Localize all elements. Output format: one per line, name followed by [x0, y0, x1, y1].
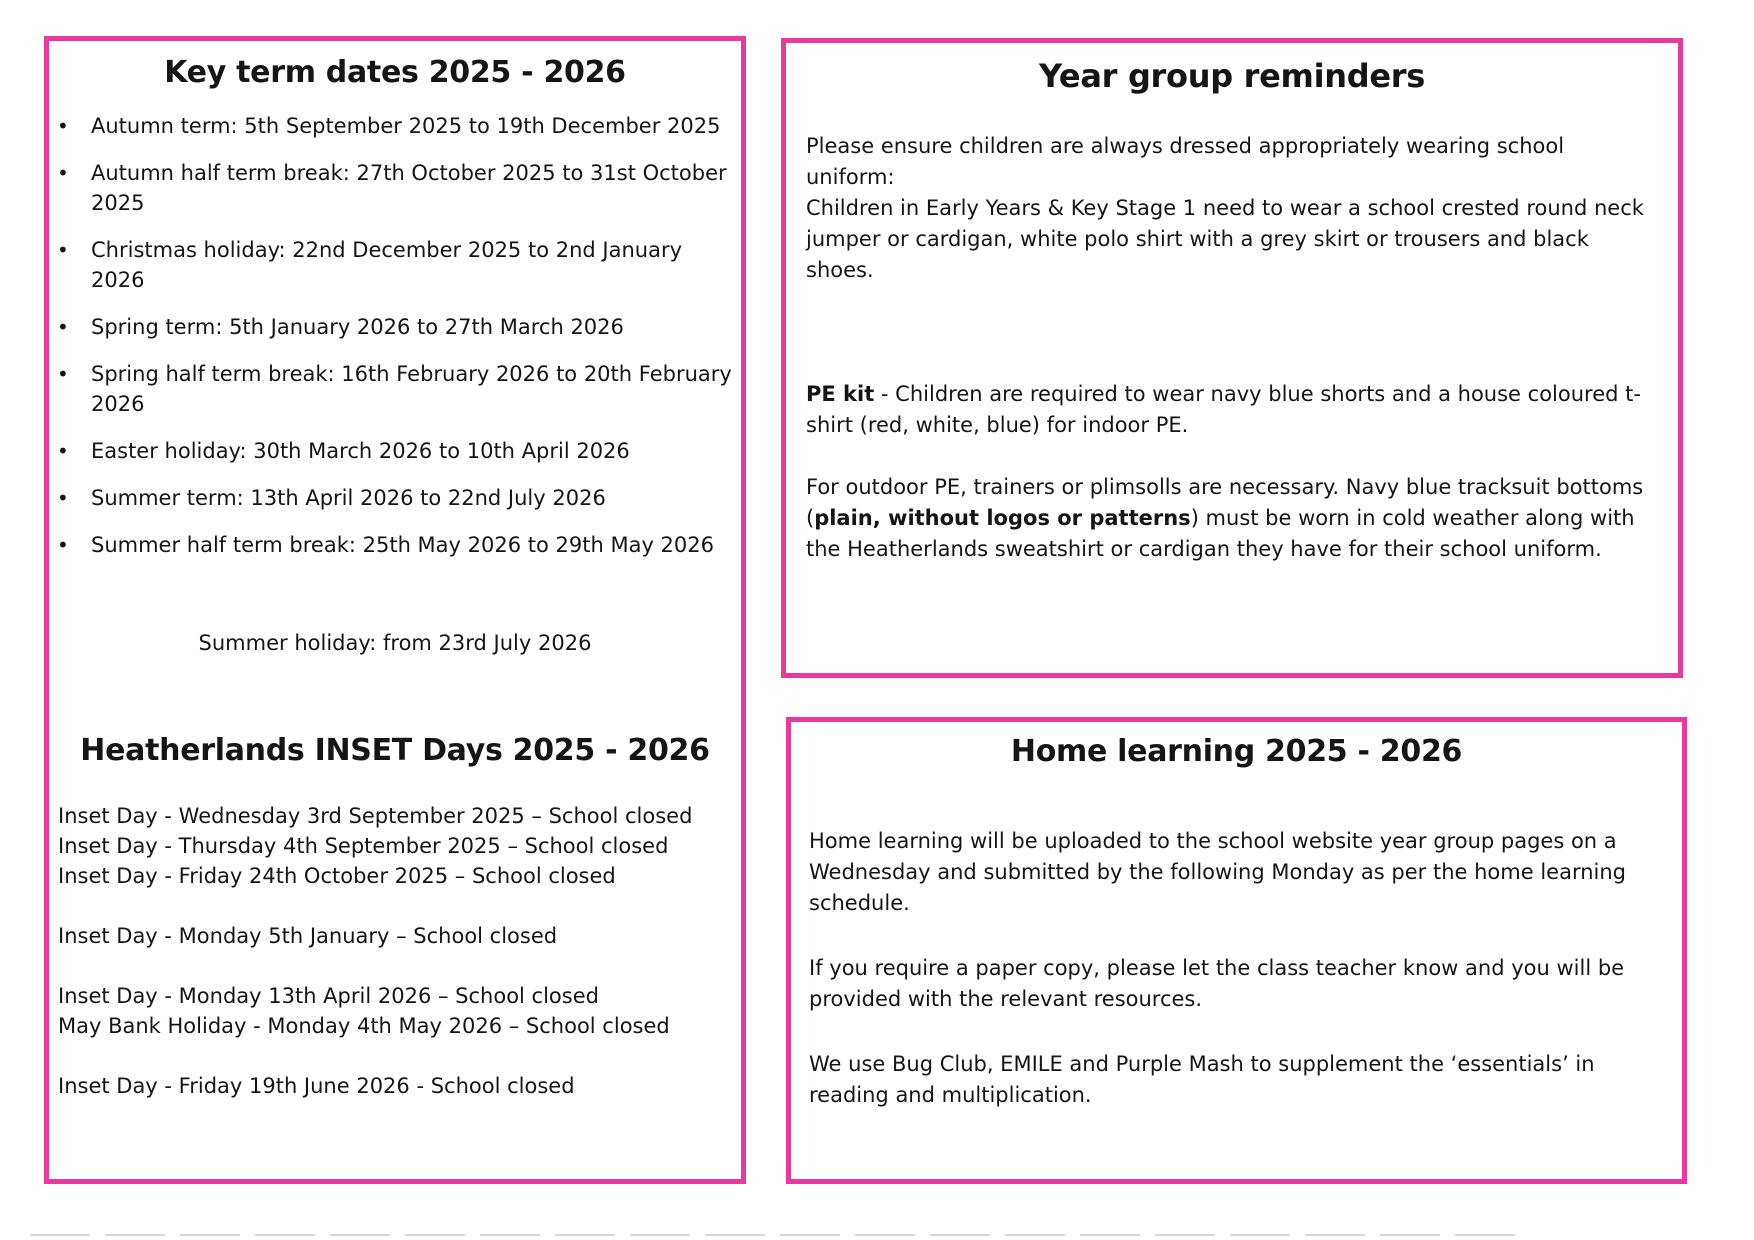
inset-days-list [58, 801, 737, 1101]
inset-day-row: Inset Day - Friday 24th October 2025 – School closed [58, 864, 616, 888]
key-term-dates-title: Key term dates 2025 - 2026 [164, 55, 626, 90]
bullet-icon: • [57, 439, 69, 463]
list-item [49, 235, 735, 295]
bullet-icon: • [57, 114, 69, 138]
pe-kit-paragraph [806, 379, 1658, 441]
inset-day-row: Inset Day - Monday 13th April 2026 – School closed [58, 984, 599, 1008]
home-learning-paragraph: Home learning will be uploaded to the school website year group pages on a Wednesday and submitted by the following Monday as per the home learning schedule. [809, 829, 1627, 915]
pe-kit-text: - Children are required to wear navy blue shorts and a house coloured t-shirt (red, white, blue) for indoor PE. [806, 382, 1641, 437]
bullet-icon: • [57, 533, 69, 557]
term-date-text: Spring half term break: 16th February 2026 to 20th February 2026 [91, 362, 732, 416]
list-item [49, 312, 735, 342]
list-item [49, 483, 735, 513]
list-item [49, 158, 735, 218]
bullet-icon: • [57, 161, 69, 185]
scan-artifact-divider [30, 1234, 1530, 1236]
term-date-text: Christmas holiday: 22nd December 2025 to 2nd January 2026 [91, 238, 683, 292]
bullet-icon: • [57, 362, 69, 386]
year-group-body [806, 131, 1658, 565]
list-item [49, 436, 735, 466]
year-group-title: Year group reminders [1039, 57, 1425, 95]
spacer [806, 348, 1658, 379]
spacer [58, 1041, 737, 1071]
list-item [49, 359, 735, 419]
spacer [806, 441, 1658, 472]
key-term-dates-panel [44, 36, 746, 1184]
list-item [49, 111, 735, 141]
spacer [58, 891, 737, 921]
uniform-detail: Children in Early Years & Key Stage 1 need to wear a school crested round neck jumper or cardigan, white polo shirt with a grey skirt or trousers and black shoes. [806, 196, 1644, 282]
term-date-text: Spring term: 5th January 2026 to 27th March 2026 [91, 315, 624, 339]
uniform-intro: Please ensure children are always dressed appropriately wearing school uniform: [806, 134, 1565, 189]
inset-day-row: Inset Day - Thursday 4th September 2025 – School closed [58, 834, 669, 858]
home-learning-paragraph: We use Bug Club, EMILE and Purple Mash to supplement the ‘essentials’ in reading and multiplication. [809, 1052, 1595, 1107]
inset-day-row: Inset Day - Friday 19th June 2026 - School closed [58, 1074, 575, 1098]
inset-day-row: Inset Day - Monday 5th January – School closed [58, 924, 558, 948]
inset-days-title: Heatherlands INSET Days 2025 - 2026 [80, 733, 710, 768]
outdoor-pe-emphasis: plain, without logos or patterns [814, 506, 1191, 530]
spacer [806, 286, 1658, 348]
inset-day-row: May Bank Holiday - Monday 4th May 2026 – School closed [58, 1014, 670, 1038]
pe-kit-label: PE kit [806, 382, 875, 406]
term-date-text: Summer term: 13th April 2026 to 22nd July 2026 [91, 486, 606, 510]
inset-day-row: Inset Day - Wednesday 3rd September 2025 – School closed [58, 804, 693, 828]
term-date-text: Autumn term: 5th September 2025 to 19th December 2025 [91, 114, 721, 138]
outdoor-pe-text: For outdoor PE, trainers or plimsolls are necessary. Navy blue tracksuit bottoms ( [806, 475, 1644, 530]
term-date-text: Summer half term break: 25th May 2026 to 29th May 2026 [91, 533, 714, 557]
home-learning-paragraph: If you require a paper copy, please let the class teacher know and you will be provided with the relevant resources. [809, 956, 1625, 1011]
bullet-icon: • [57, 315, 69, 339]
list-item [49, 530, 735, 560]
outdoor-pe-text-end: ) must be worn in cold weather along with the Heatherlands sweatshirt or cardigan they have for their school uniform. [806, 506, 1635, 561]
spacer [58, 951, 737, 981]
home-learning-body [809, 826, 1664, 1145]
home-learning-panel [786, 717, 1687, 1184]
bullet-icon: • [57, 486, 69, 510]
bullet-icon: • [57, 238, 69, 262]
outdoor-pe-paragraph [806, 472, 1658, 565]
summer-holiday-text: Summer holiday: from 23rd July 2026 [198, 631, 592, 655]
home-learning-title: Home learning 2025 - 2026 [1010, 734, 1463, 769]
term-dates-list [49, 111, 735, 577]
term-date-text: Autumn half term break: 27th October 2025 to 31st October 2025 [91, 161, 727, 215]
term-date-text: Easter holiday: 30th March 2026 to 10th April 2026 [91, 439, 630, 463]
year-group-reminders-panel [781, 38, 1683, 678]
